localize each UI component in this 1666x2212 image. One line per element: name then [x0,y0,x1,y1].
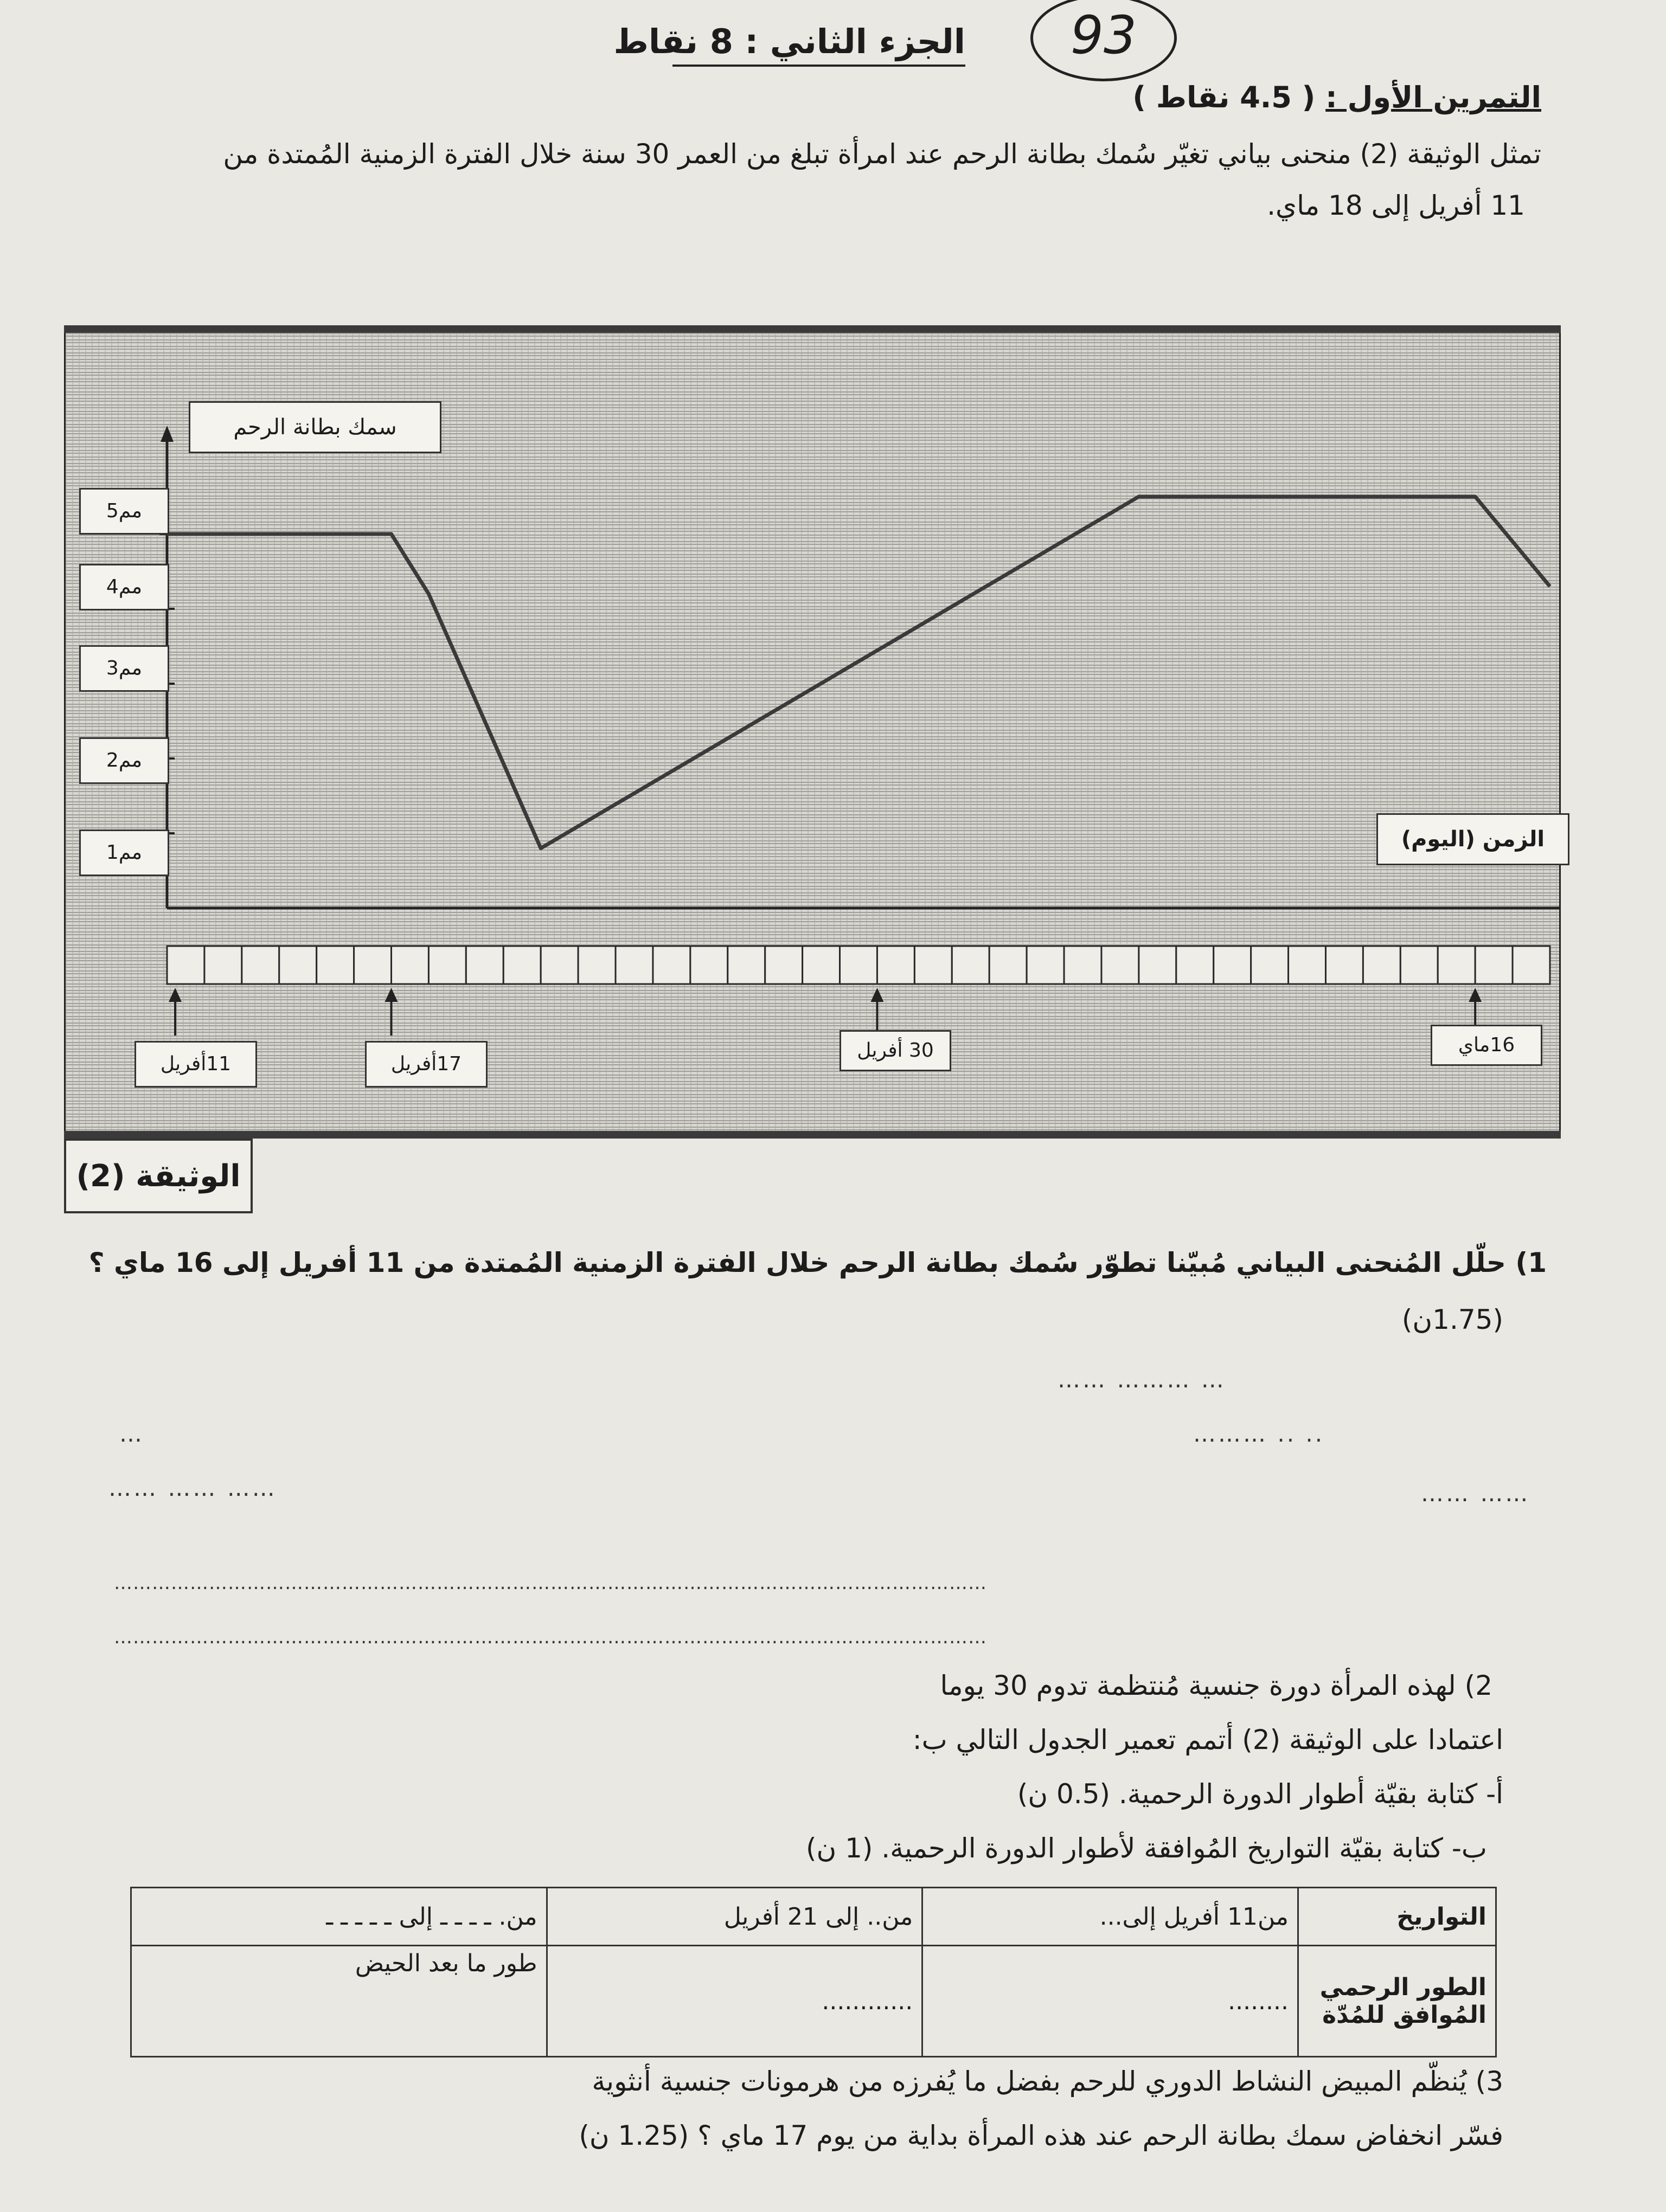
date-label-30-april: 30 أفريل [840,1030,951,1071]
phase-cell-2[interactable]: ............ [547,1946,922,2057]
day-box [728,946,765,984]
question-1-text: 1) حلّل المُنحنى البياني مُبيّنا تطوّر سُمك بطانة الرحم خلال الفترة الزمنية المُمتدة من 11 أفريل إلى 16 ماي ؟ [88,1247,1547,1278]
day-box [1027,946,1064,984]
day-box [167,946,204,984]
dates-cell-2[interactable]: من.. إلى 21 أفريل [547,1888,922,1946]
date-label-17-april: 17أفريل [365,1041,488,1088]
answer-dots-5: …… …… …… [108,1475,277,1501]
day-box [1176,946,1214,984]
uterine-cycle-table [130,1887,1497,2057]
answer-dots-6: ………………………………………………………………………………………………………………………… [114,1572,987,1594]
day-box [317,946,354,984]
day-box [1251,946,1289,984]
question-3-line-1: 3) يُنظّم المبيض النشاط الدوري للرحم بفضل ما يُفرزه من هرمونات جنسية أنثوية [592,2066,1503,2097]
answer-dots-4: …… …… [1421,1480,1530,1507]
y-tick-label-2: 2مم [79,737,169,784]
question-2-line-1: 2) لهذه المرأة دورة جنسية مُنتظمة تدوم 30 يوما [940,1670,1492,1701]
y-tick-label-5: 5مم [79,488,169,535]
day-box [1438,946,1475,984]
day-box [914,946,952,984]
question-2-line-4: ب- كتابة بقيّة التواريخ المُوافقة لأطوار الدورة الرحمية. (1 ن) [805,1832,1487,1864]
answer-dots-1: …… ……… … [1058,1366,1226,1393]
day-box [765,946,803,984]
question-2-line-2: اعتمادا على الوثيقة (2) أتمم تعمير الجدول التالي ب: [912,1724,1503,1756]
document-caption: الوثيقة (2) [64,1139,253,1213]
figure-bottom-band [64,1131,1561,1139]
answer-dots-3: … [119,1420,144,1447]
table-row-dates [131,1888,1496,1946]
dates-header: التواريخ [1298,1888,1496,1946]
day-box [653,946,690,984]
day-box [616,946,653,984]
day-box [952,946,989,984]
phase-header: الطور الرحمي المُوافق للمُدّة [1298,1946,1496,2057]
x-axis-label: الزمن (اليوم) [1376,813,1569,865]
dates-cell-3[interactable]: من. ـ ـ ـ ـ إلى ـ ـ ـ ـ ـ [131,1888,547,1946]
question-1-points: (1.75ن) [1401,1304,1503,1335]
y-tick-label-1: 1مم [79,829,169,876]
date-label-11-april: 11أفريل [134,1041,257,1088]
phase-cell-1[interactable]: ........ [922,1946,1298,2057]
day-box [204,946,242,984]
day-box [1289,946,1326,984]
answer-dots-2: ……… .. .. [1193,1420,1325,1447]
day-box [428,946,466,984]
phase-cell-3[interactable]: طور ما بعد الحيض [131,1946,547,2057]
day-box [578,946,616,984]
document-2-figure [64,325,1561,1139]
day-box [354,946,392,984]
question-3-line-2: فسّر انخفاض سمك بطانة الرحم عند هذه المرأة بداية من يوم 17 ماي ؟ (1.25 ن) [579,2120,1503,2151]
y-tick-label-4: 4مم [79,564,169,610]
day-box [1214,946,1251,984]
day-box [279,946,317,984]
day-strip [167,946,1550,984]
day-box [840,946,877,984]
handwritten-page-number: 93 [1030,0,1177,81]
day-box [1513,946,1550,984]
exercise-points: ( 4.5 نقاط ) [1132,80,1316,114]
day-box [877,946,914,984]
day-box [1400,946,1438,984]
day-box [1139,946,1176,984]
day-box [989,946,1027,984]
exercise-intro-line-2: 11 أفريل إلى 18 ماي. [1267,190,1525,221]
date-label-16-may: 16ماي [1431,1025,1542,1066]
y-tick-label-3: 3مم [79,645,169,692]
exercise-label: التمرين الأول : [1325,80,1541,114]
day-box [503,946,541,984]
day-box [1325,946,1363,984]
figure-top-band [64,325,1561,333]
question-2-line-3: أ- كتابة بقيّة أطوار الدورة الرحمية. (0.5 ن) [1017,1778,1503,1810]
day-box [1064,946,1101,984]
day-box [1475,946,1513,984]
part-title: الجزء الثاني : 8 نقاط [672,22,965,67]
day-box [541,946,578,984]
day-box [1101,946,1139,984]
day-box [392,946,429,984]
exercise-intro-line-1: تمثل الوثيقة (2) منحنى بياني تغيّر سُمك بطانة الرحم عند امرأة تبلغ من العمر 30 سنة خلال الفترة الزمنية المُمتدة من [223,138,1541,170]
day-box [803,946,840,984]
day-box [690,946,728,984]
exercise-title [1132,80,1541,114]
day-box [242,946,279,984]
day-box [466,946,503,984]
dates-cell-1[interactable]: من11 أفريل إلى... [922,1888,1298,1946]
table-row-phases [131,1946,1496,2057]
y-axis-label: سمك بطانة الرحم [189,401,441,453]
day-box [1363,946,1400,984]
answer-dots-7: ………………………………………………………………………………………………………………………… [114,1626,987,1648]
